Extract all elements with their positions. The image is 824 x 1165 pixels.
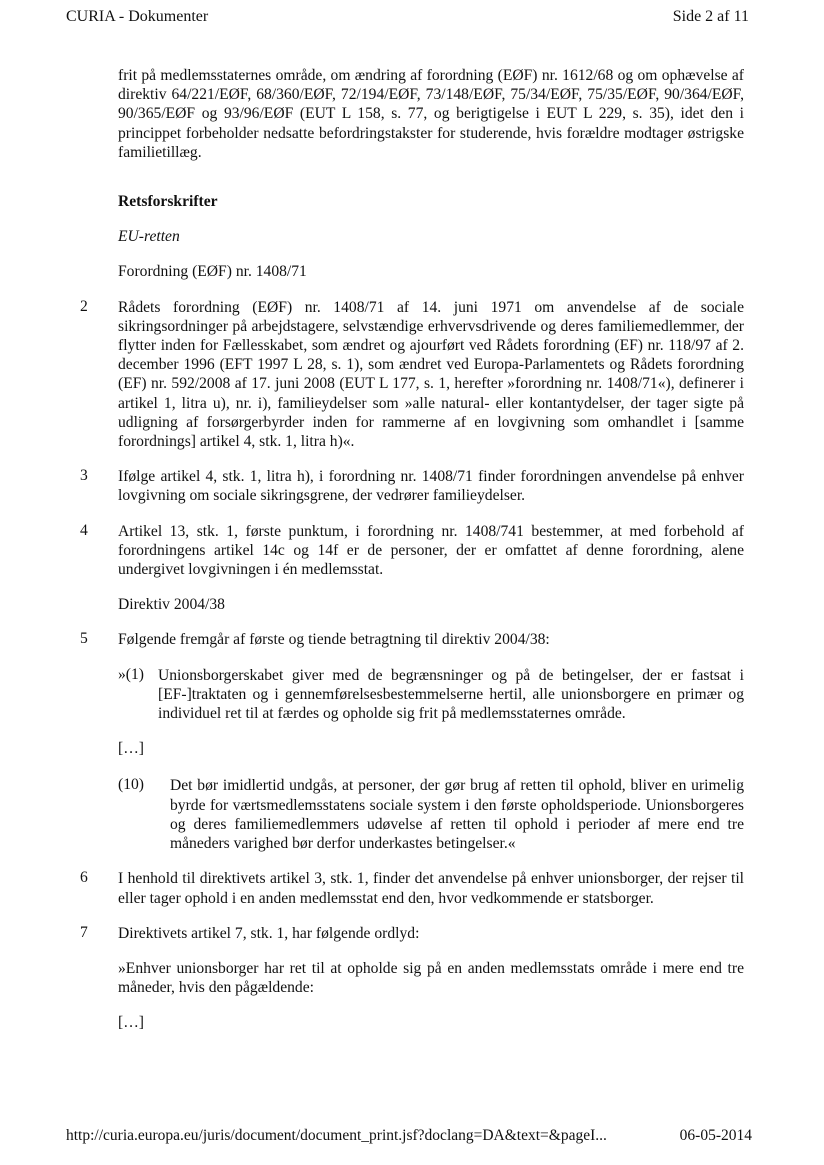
footer-date: 06-05-2014: [679, 1127, 752, 1144]
paragraph-text: Rådets forordning (EØF) nr. 1408/71 af 14. juni 1971 om anvendelse af de sociale sikringsordninger på arbejdstagere, selvstændige erhvervsdrivende og deres familiemedlemmer, der flytter inden for Fællesskabet, som ændret og ajourført ved Rådets forordning (EF) nr. 118/97 af 2. december 1996 (EFT 1997 L 28, s. 1), som ændret ved Europa-Parlamentets og Rådets forordning (EF) nr. 592/2008 af 17. juni 2008 (EUT L 177, s. 1, herefter »forordning nr. 1408/71«), definerer i artikel 1, litra u), nr. i), familieydelser som »alle natural- eller kontantydelser, der tager sigte på udligning af forsørgerbyrder inden for rammerne af en lovgivning som omhandlet i [samme forordnings] artikel 4, stk. 1, litra h)«.: [118, 298, 744, 451]
quote-text: Unionsborgerskabet giver med de begrænsninger og på de betingelser, der er fastsat i [EF-]traktaten og i gennemførelsesbestemmelserne hertil, alle unionsborgere en primær og individuel ret til at færdes og opholde sig frit på medlemsstaternes område.: [158, 666, 744, 723]
quote-recital-10: [118, 776, 744, 853]
paragraph-number: 6: [80, 869, 88, 887]
paragraph-6: [80, 869, 744, 907]
paragraph-7: [80, 923, 744, 943]
paragraph-4: [80, 521, 744, 580]
paragraph-number: 2: [80, 297, 88, 315]
paragraph-3: [80, 467, 744, 505]
paragraph-number: 5: [80, 630, 88, 648]
paragraph-2: [80, 297, 744, 452]
paragraph-text: Direktivets artikel 7, stk. 1, har følgende ordlyd:: [118, 924, 420, 942]
page-number: Side 2 af 11: [672, 8, 749, 25]
quote-recital-1: [118, 666, 744, 724]
directive-label: Direktiv 2004/38: [118, 596, 225, 614]
ellipsis: […]: [118, 1014, 144, 1032]
article-7-quote: »Enhver unionsborger har ret til at opholde sig på en anden medlemsstats område i mere end tre måneder, hvis den pågældende:: [118, 959, 744, 997]
ellipsis: […]: [118, 740, 144, 758]
paragraph-number: 4: [80, 521, 88, 539]
section-subheading: EU-retten: [118, 228, 180, 246]
paragraph-5: [80, 630, 744, 649]
quote-text: Det bør imidlertid undgås, at personer, der gør brug af retten til ophold, bliver en urimelig byrde for værtsmedlemsstatens sociale system i den første opholdsperiode. Unionsborgeres og deres familiemedlemmers udøvelse af retten til ophold i perioder af mere end tre måneders varighed bør derfor underkastes betingelser.«: [170, 777, 744, 853]
paragraph-text: Artikel 13, stk. 1, første punktum, i forordning nr. 1408/741 bestemmer, at med forbehold af forordningens artikel 14c og 14f er de personer, der er omfattet af denne forordning, alene undergivet lovgivningen i én medlemsstat.: [118, 522, 744, 579]
paragraph-number: 7: [80, 923, 88, 941]
quote-marker: (10): [118, 776, 144, 794]
paragraph-text: Følgende fremgår af første og tiende betragtning til direktiv 2004/38:: [118, 631, 550, 649]
quote-marker: »(1): [118, 665, 144, 683]
paragraph-text: Ifølge artikel 4, stk. 1, litra h), i forordning nr. 1408/71 finder forordningen anvendelse på enhver lovgivning om sociale sikringsgrene, der vedrører familieydelser.: [118, 468, 744, 505]
section-heading: Retsforskrifter: [118, 193, 218, 211]
footer-url: http://curia.europa.eu/juris/document/document_print.jsf?doclang=DA&text=&pageI...: [66, 1127, 607, 1144]
paragraph-number: 3: [80, 467, 88, 485]
regulation-label: Forordning (EØF) nr. 1408/71: [118, 263, 307, 281]
document-header-title: CURIA - Dokumenter: [66, 8, 209, 25]
paragraph-text: I henhold til direktivets artikel 3, stk. 1, finder det anvendelse på enhver unionsborger, der rejser til eller tager ophold i en anden medlemsstat end den, hvor vedkommende er statsborger.: [118, 870, 744, 907]
document-body: [80, 66, 744, 1051]
intro-paragraph: frit på medlemsstaternes område, om ændring af forordning (EØF) nr. 1612/68 og om ophævelse af direktiv 64/221/EØF, 68/360/EØF, 72/194/EØF, 73/148/EØF, 75/34/EØF, 75/35/EØF, 90/364/EØF, 90/365/EØF og 93/96/EØF (EUT L 158, s. 77, og berigtigelse i EUT L 229, s. 35), idet den i princippet forbeholder nedsatte befordringstakster for studerende, hvis forældre modtager østrigske familietillæg.: [118, 67, 744, 161]
